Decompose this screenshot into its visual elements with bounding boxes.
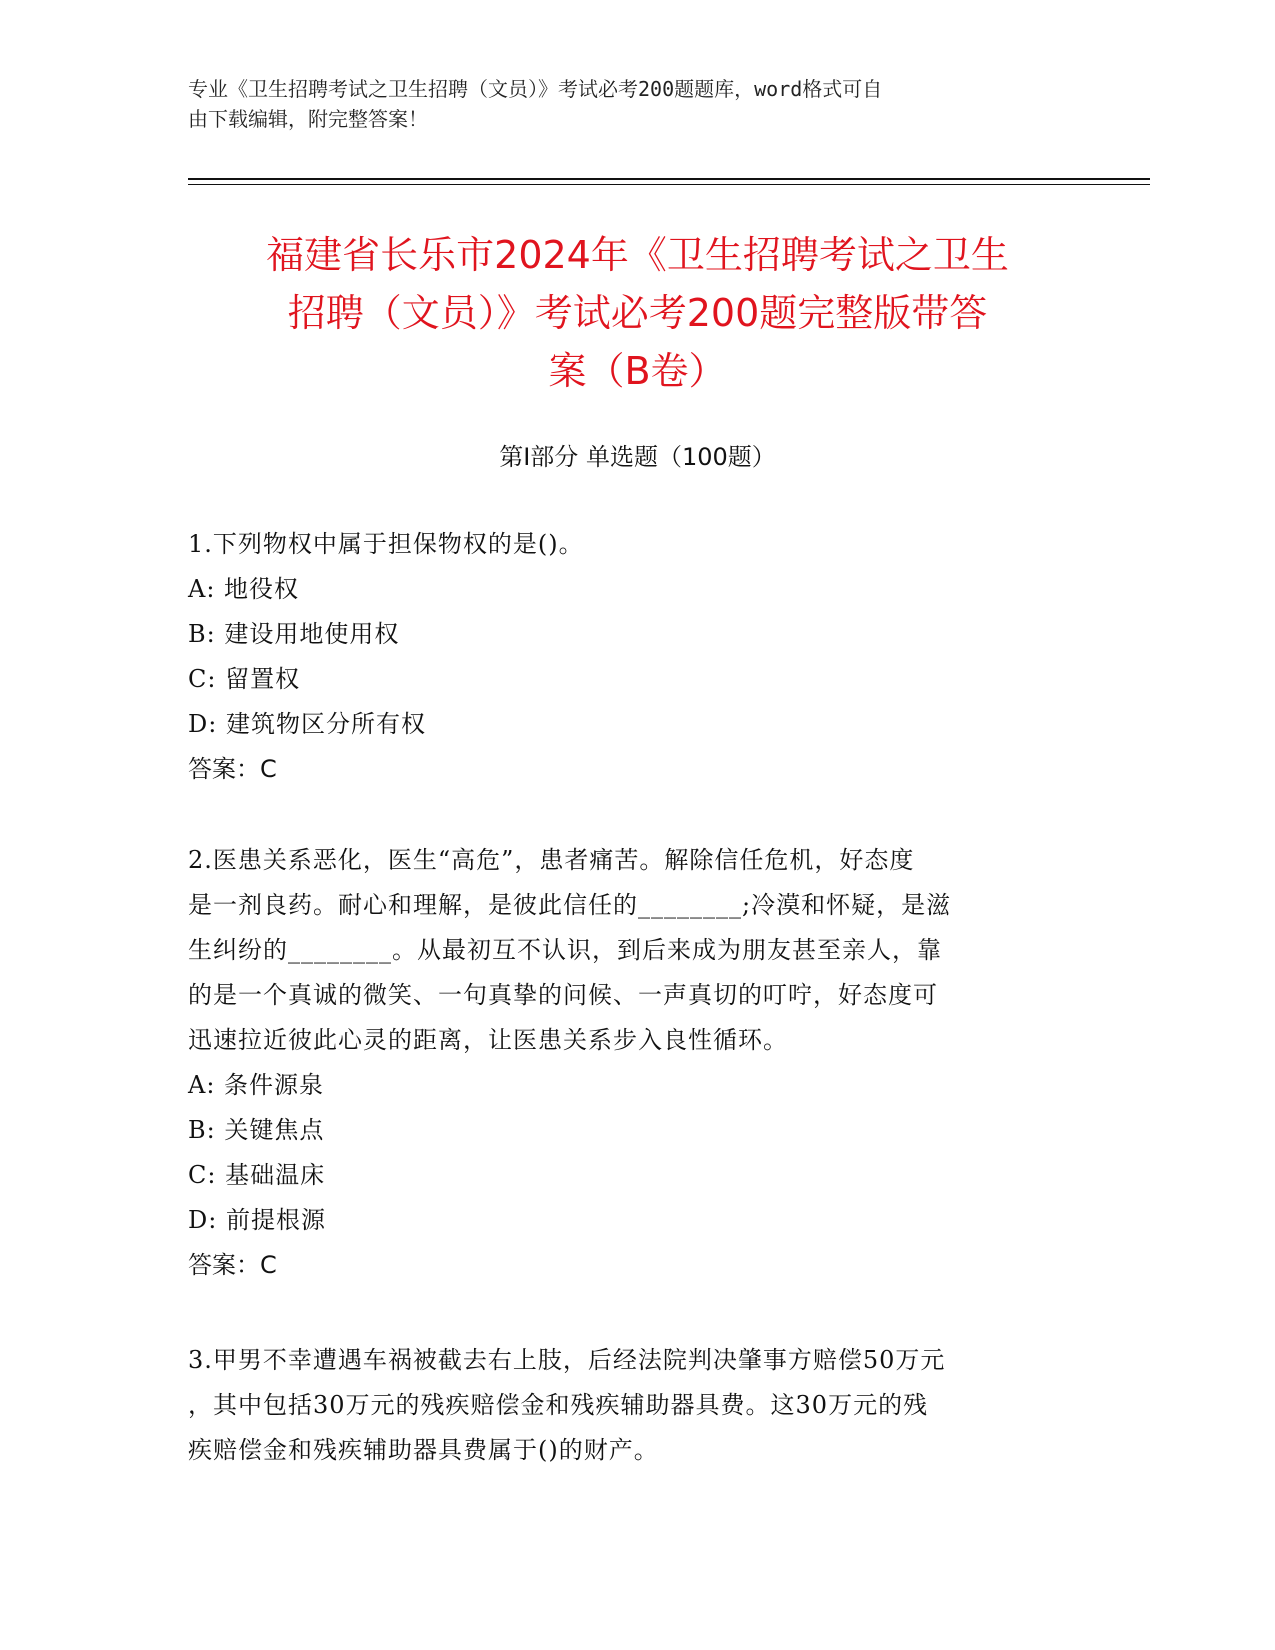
question-stem: ，其中包括30万元的残疾赔偿金和残疾辅助器具费。这30万元的残 xyxy=(188,1391,929,1419)
question-stem: 1.下列物权中属于担保物权的是()。 xyxy=(188,530,584,558)
header-note-line: 专业《卫生招聘考试之卫生招聘（文员）》考试必考200题题库，word格式可自 xyxy=(188,77,883,101)
document-title-line: 招聘（文员）》考试必考200题完整版带答 xyxy=(287,291,988,335)
question-stem: 迅速拉近彼此心灵的距离，让医患关系步入良性循环。 xyxy=(188,1026,788,1054)
question-2 xyxy=(188,838,1068,1288)
header-note-line: 由下载编辑，附完整答案！ xyxy=(188,107,428,131)
option-d: D: 建筑物区分所有权 xyxy=(188,710,426,738)
question-stem: 疾赔偿金和残疾辅助器具费属于()的财产。 xyxy=(188,1436,659,1464)
question-1 xyxy=(188,522,1068,792)
question-3 xyxy=(188,1338,1068,1473)
document-title-line: 案（B卷） xyxy=(548,349,727,393)
question-stem: 2.医患关系恶化，医生“高危”，患者痛苦。解除信任危机，好态度 xyxy=(188,846,915,874)
header-divider-thick xyxy=(188,178,1150,180)
header-note xyxy=(188,74,1088,134)
question-stem: 生纠纷的________。从最初互不认识，到后来成为朋友甚至亲人，靠 xyxy=(188,936,942,964)
header-divider-thin xyxy=(188,184,1150,185)
option-c: C: 基础温床 xyxy=(188,1161,326,1189)
answer: 答案：C xyxy=(188,755,277,783)
option-b: B: 建设用地使用权 xyxy=(188,620,400,648)
question-stem: 的是一个真诚的微笑、一句真挚的问候、一声真切的叮咛，好态度可 xyxy=(188,981,938,1009)
option-d: D: 前提根源 xyxy=(188,1206,326,1234)
document-title-line: 福建省长乐市2024年《卫生招聘考试之卫生 xyxy=(266,233,1009,277)
question-stem: 是一剂良药。耐心和理解，是彼此信任的________;冷漠和怀疑，是滋 xyxy=(188,891,952,919)
section-title: 第I部分 单选题（100题） xyxy=(499,443,776,471)
option-b: B: 关键焦点 xyxy=(188,1116,325,1144)
question-stem: 3.甲男不幸遭遇车祸被截去右上肢，后经法院判决肇事方赔偿50万元 xyxy=(188,1346,946,1374)
document-title xyxy=(160,226,1115,400)
answer: 答案：C xyxy=(188,1251,277,1279)
option-a: A: 地役权 xyxy=(188,575,300,603)
option-c: C: 留置权 xyxy=(188,665,301,693)
option-a: A: 条件源泉 xyxy=(188,1071,325,1099)
